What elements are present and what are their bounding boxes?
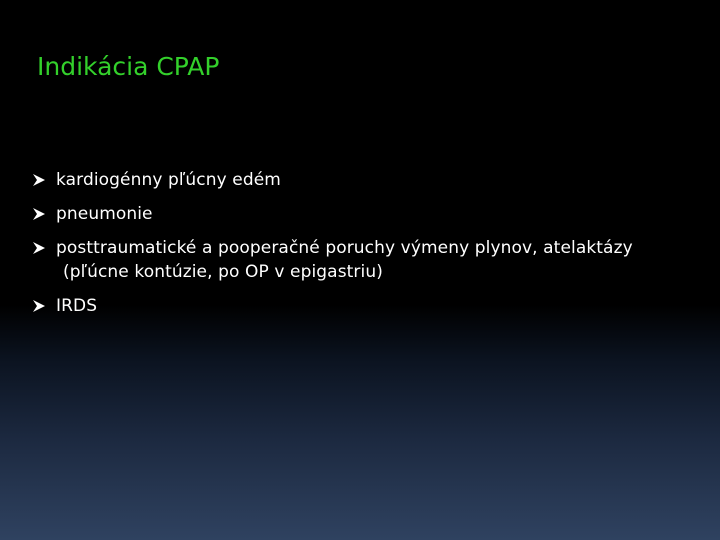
bullet-item — [32, 236, 718, 284]
arrow-bullet-icon — [32, 207, 46, 221]
bullet-text: pneumonie — [56, 204, 153, 224]
bullet-item — [32, 202, 718, 226]
bullet-item — [32, 294, 718, 318]
bullet-text-continuation: (pľúcne kontúzie, po OP v epigastriu) — [63, 262, 383, 282]
arrow-bullet-icon — [32, 241, 46, 255]
arrow-bullet-icon — [32, 173, 46, 187]
bullet-text: IRDS — [56, 296, 98, 316]
arrow-bullet-icon — [32, 299, 46, 313]
bullet-text: kardiogénny pľúcny edém — [56, 170, 281, 190]
bullet-text: posttraumatické a pooperačné poruchy výmeny plynov, atelaktázy — [56, 238, 633, 258]
slide-title: Indikácia CPAP — [37, 52, 220, 81]
bullet-item — [32, 168, 718, 192]
bullet-list — [32, 168, 718, 318]
